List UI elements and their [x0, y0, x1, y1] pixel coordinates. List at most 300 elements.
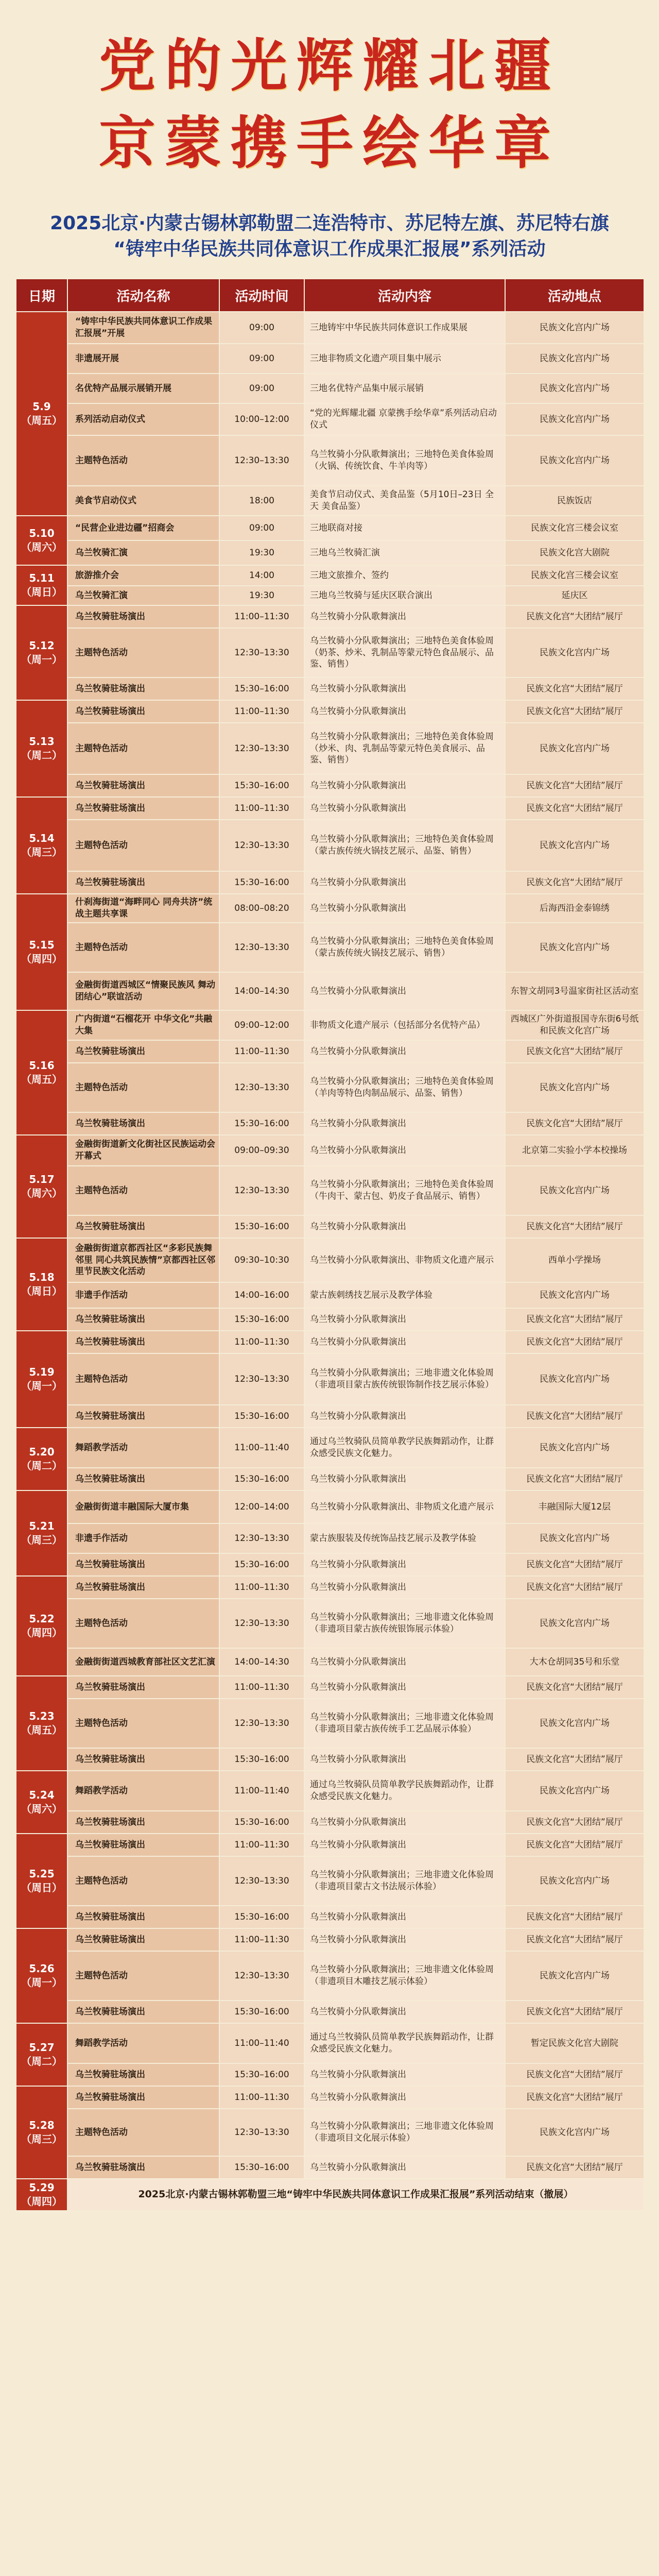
table-row [16, 516, 644, 540]
activity-name: 主题特色活动 [67, 820, 219, 871]
activity-location: 民族文化宫内广场 [505, 1166, 644, 1215]
activity-location: 民族文化宫“大团结”展厅 [505, 1834, 644, 1856]
activity-time: 12:30–13:30 [219, 1523, 304, 1553]
activity-location: 民族文化宫内广场 [505, 628, 644, 677]
date-cell [16, 700, 67, 797]
date-label: 5.27 [29, 2041, 55, 2054]
table-row [16, 1906, 644, 1928]
activity-location: 民族文化宫“大团结”展厅 [505, 1676, 644, 1699]
activity-time: 09:00 [219, 344, 304, 374]
table-row [16, 1238, 644, 1282]
table-row [16, 1166, 644, 1215]
subtitle-line1: 2025北京·内蒙古锡林郭勒盟二连浩特市、苏尼特左旗、苏尼特右旗 [50, 213, 609, 234]
activity-content: 通过乌兰牧骑队员简单教学民族舞蹈动作，让群众感受民族文化魅力。 [304, 2023, 505, 2063]
weekday-label: （周一） [21, 1976, 62, 1989]
table-header-row [16, 279, 644, 312]
activity-name: 乌兰牧骑驻场演出 [67, 797, 219, 820]
table-row [16, 1112, 644, 1135]
table-row [16, 1699, 644, 1748]
table-row [16, 1468, 644, 1490]
activity-content: 三地乌兰牧骑汇演 [304, 540, 505, 565]
activity-content: 乌兰牧骑小分队歌舞演出 [304, 894, 505, 923]
weekday-label: （周二） [21, 749, 62, 761]
table-row [16, 374, 644, 403]
date-cell [16, 1428, 67, 1490]
column-header: 活动名称 [67, 279, 219, 312]
activity-name: 乌兰牧骑驻场演出 [67, 2086, 219, 2109]
activity-name: 主题特色活动 [67, 1166, 219, 1215]
activity-location: 民族文化宫“大团结”展厅 [505, 1576, 644, 1599]
activity-location: 民族文化宫内广场 [505, 1282, 644, 1308]
date-label: 5.20 [29, 1446, 55, 1458]
activity-location: 民族文化宫内广场 [505, 344, 644, 374]
activity-time: 14:00 [219, 565, 304, 586]
activity-name: 主题特色活动 [67, 723, 219, 774]
activity-name: 主题特色活动 [67, 1063, 219, 1112]
weekday-label: （周六） [21, 1803, 62, 1815]
date-cell [16, 312, 67, 516]
table-row [16, 1135, 644, 1166]
activity-location: 西单小学操场 [505, 1238, 644, 1282]
activity-location: 民族文化宫内广场 [505, 403, 644, 435]
activity-location: 延庆区 [505, 586, 644, 605]
activity-name: 乌兰牧骑汇演 [67, 540, 219, 565]
activity-content: 蒙古族刺绣技艺展示及教学体验 [304, 1282, 505, 1308]
activity-content: 乌兰牧骑小分队歌舞演出 [304, 1040, 505, 1063]
activity-name: 主题特色活动 [67, 628, 219, 677]
activity-content: 乌兰牧骑小分队歌舞演出 [304, 972, 505, 1010]
table-row [16, 1063, 644, 1112]
table-row [16, 820, 644, 871]
activity-name: 金融街街道西城区“情聚民族风 舞动团结心”联谊活动 [67, 972, 219, 1010]
date-cell [16, 565, 67, 605]
activity-location: 民族文化宫内广场 [505, 435, 644, 486]
table-row [16, 1428, 644, 1468]
activity-content: 乌兰牧骑小分队歌舞演出 [304, 1811, 505, 1834]
activity-name: 舞蹈教学活动 [67, 2023, 219, 2063]
activity-name: 乌兰牧骑驻场演出 [67, 677, 219, 700]
table-row [16, 565, 644, 586]
activity-location: 丰融国际大厦12层 [505, 1490, 644, 1523]
activity-time: 09:00–12:00 [219, 1010, 304, 1040]
activity-name: 非遗展开展 [67, 344, 219, 374]
activity-name: 金融街街道京都西社区“多彩民族舞邻里 同心共筑民族情”京都西社区邻里节民族文化活动 [67, 1238, 219, 1282]
table-row [16, 403, 644, 435]
activity-location: 民族文化宫“大团结”展厅 [505, 605, 644, 628]
main-title-line1: 党的光辉耀北疆 [99, 32, 560, 99]
activity-location: 民族文化宫内广场 [505, 820, 644, 871]
activity-location: 民族文化宫内广场 [505, 1428, 644, 1468]
weekday-label: （周六） [21, 541, 62, 553]
activity-content: “党的光辉耀北疆 京蒙携手绘华章”系列活动启动仪式 [304, 403, 505, 435]
activity-location: 民族文化宫内广场 [505, 374, 644, 403]
activity-name: 乌兰牧骑驻场演出 [67, 1834, 219, 1856]
activity-name: 舞蹈教学活动 [67, 1771, 219, 1811]
activity-time: 15:30–16:00 [219, 1405, 304, 1428]
column-header: 日期 [16, 279, 67, 312]
table-row [16, 1928, 644, 1951]
activity-name: 乌兰牧骑驻场演出 [67, 1676, 219, 1699]
activity-name: 主题特色活动 [67, 923, 219, 972]
activity-time: 12:30–13:30 [219, 820, 304, 871]
table-row [16, 2179, 644, 2211]
schedule-body [16, 312, 644, 2211]
activity-content: 通过乌兰牧骑队员简单教学民族舞蹈动作，让群众感受民族文化魅力。 [304, 1771, 505, 1811]
activity-location: 民族文化宫“大团结”展厅 [505, 1811, 644, 1834]
table-row [16, 1405, 644, 1428]
activity-content: 乌兰牧骑小分队歌舞演出 [304, 1405, 505, 1428]
activity-content: 乌兰牧骑小分队歌舞演出 [304, 2156, 505, 2179]
activity-time: 12:30–13:30 [219, 1353, 304, 1405]
date-label: 5.12 [29, 639, 55, 652]
activity-name: 乌兰牧骑驻场演出 [67, 1906, 219, 1928]
activity-name: 主题特色活动 [67, 435, 219, 486]
activity-name: “铸牢中华民族共同体意识工作成果汇报展”开展 [67, 312, 219, 344]
activity-time: 12:30–13:30 [219, 1699, 304, 1748]
table-row [16, 2156, 644, 2179]
table-row [16, 1834, 644, 1856]
date-label: 5.14 [29, 832, 55, 844]
activity-location: 民族文化宫“大团结”展厅 [505, 1468, 644, 1490]
activity-location: 民族文化宫内广场 [505, 923, 644, 972]
activity-location: 民族文化宫大剧院 [505, 540, 644, 565]
table-row [16, 1771, 644, 1811]
table-row [16, 1353, 644, 1405]
activity-location: 东智文胡同3号温家街社区活动室 [505, 972, 644, 1010]
table-row [16, 1523, 644, 1553]
activity-time: 12:30–13:30 [219, 1166, 304, 1215]
activity-content: 三地名优特产品集中展示展销 [304, 374, 505, 403]
activity-content: 乌兰牧骑小分队歌舞演出；三地非遗文化体验周（非遗项目文化展示体验） [304, 2109, 505, 2156]
activity-location: 民族文化宫“大团结”展厅 [505, 1748, 644, 1771]
activity-content: 三地乌兰牧骑与延庆区联合演出 [304, 586, 505, 605]
activity-content: 乌兰牧骑小分队歌舞演出 [304, 1135, 505, 1166]
activity-time: 12:30–13:30 [219, 1856, 304, 1906]
activity-location: 民族文化宫“大团结”展厅 [505, 774, 644, 797]
activity-content: 乌兰牧骑小分队歌舞演出 [304, 1648, 505, 1676]
date-label: 5.28 [29, 2119, 55, 2131]
activity-name: 非遗手作活动 [67, 1282, 219, 1308]
activity-time: 12:30–13:30 [219, 2109, 304, 2156]
date-label: 5.22 [29, 1613, 55, 1625]
activity-location: 暂定民族文化宫大剧院 [505, 2023, 644, 2063]
activity-content: 乌兰牧骑小分队歌舞演出 [304, 677, 505, 700]
activity-name: 主题特色活动 [67, 2109, 219, 2156]
activity-content: 乌兰牧骑小分队歌舞演出；三地特色美食体验周（炒米、肉、乳制品等蒙元特色美食展示、品鉴、销售） [304, 723, 505, 774]
activity-name: 乌兰牧骑驻场演出 [67, 1468, 219, 1490]
date-cell [16, 1676, 67, 1771]
weekday-label: （周二） [21, 1460, 62, 1472]
activity-content: 美食节启动仪式、美食品鉴（5月10日–23日 全天 美食品鉴） [304, 486, 505, 516]
date-label: 5.23 [29, 1710, 55, 1722]
table-row [16, 2001, 644, 2023]
activity-location: 民族文化宫“大团结”展厅 [505, 1112, 644, 1135]
activity-content: 乌兰牧骑小分队歌舞演出 [304, 774, 505, 797]
weekday-label: （周三） [21, 1534, 62, 1546]
date-cell [16, 1490, 67, 1576]
activity-name: 主题特色活动 [67, 1856, 219, 1906]
activity-name: 名优特产品展示展销开展 [67, 374, 219, 403]
activity-location: 民族文化宫“大团结”展厅 [505, 2001, 644, 2023]
activity-time: 12:30–13:30 [219, 1951, 304, 2001]
activity-time: 11:00–11:40 [219, 1428, 304, 1468]
activity-time: 11:00–11:40 [219, 1771, 304, 1811]
activity-location: 民族文化宫“大团结”展厅 [505, 1906, 644, 1928]
activity-time: 15:30–16:00 [219, 1468, 304, 1490]
activity-location: 民族文化宫内广场 [505, 1699, 644, 1748]
activity-content: 乌兰牧骑小分队歌舞演出 [304, 1834, 505, 1856]
activity-content: 乌兰牧骑小分队歌舞演出 [304, 700, 505, 723]
activity-time: 08:00–08:20 [219, 894, 304, 923]
date-label: 5.15 [29, 939, 55, 951]
table-row [16, 1282, 644, 1308]
date-label: 5.19 [29, 1366, 55, 1378]
table-row [16, 312, 644, 344]
activity-content: 乌兰牧骑小分队歌舞演出 [304, 605, 505, 628]
date-label: 5.26 [29, 1962, 55, 1975]
activity-time: 12:30–13:30 [219, 923, 304, 972]
activity-name: 乌兰牧骑驻场演出 [67, 1331, 219, 1353]
date-label: 5.10 [29, 527, 55, 539]
table-row [16, 2023, 644, 2063]
activity-content: 乌兰牧骑小分队歌舞演出 [304, 1308, 505, 1331]
table-row [16, 2109, 644, 2156]
date-label: 5.24 [29, 1789, 55, 1801]
weekday-label: （周四） [21, 2195, 62, 2208]
activity-content: 乌兰牧骑小分队歌舞演出；三地特色美食体验周（蒙古族传统火锅技艺展示、销售） [304, 923, 505, 972]
table-row [16, 1331, 644, 1353]
activity-location: 民族文化宫内广场 [505, 1523, 644, 1553]
activity-content: 非物质文化遗产展示（包括部分名优特产品） [304, 1010, 505, 1040]
date-label: 5.9 [32, 400, 51, 413]
table-row [16, 1308, 644, 1331]
activity-name: 乌兰牧骑驻场演出 [67, 2001, 219, 2023]
activity-content: 乌兰牧骑小分队歌舞演出 [304, 797, 505, 820]
activity-content: 乌兰牧骑小分队歌舞演出；三地特色美食体验周（羊肉等特色肉制品展示、品鉴、销售） [304, 1063, 505, 1112]
weekday-label: （周三） [21, 846, 62, 858]
activity-content: 乌兰牧骑小分队歌舞演出 [304, 1468, 505, 1490]
activity-name: 乌兰牧骑驻场演出 [67, 1748, 219, 1771]
activity-content: 乌兰牧骑小分队歌舞演出；三地非遗文化体验周（非遗项目蒙古族传统银饰展示体验） [304, 1599, 505, 1648]
activity-name: 乌兰牧骑驻场演出 [67, 1405, 219, 1428]
activity-content: 乌兰牧骑小分队歌舞演出；三地非遗文化体验周（非遗项目木雕技艺展示体验） [304, 1951, 505, 2001]
activity-time: 15:30–16:00 [219, 871, 304, 894]
table-row [16, 774, 644, 797]
activity-time: 11:00–11:30 [219, 700, 304, 723]
activity-name: 主题特色活动 [67, 1599, 219, 1648]
activity-time: 11:00–11:30 [219, 605, 304, 628]
weekday-label: （周二） [21, 2055, 62, 2067]
activity-name: 乌兰牧骑驻场演出 [67, 2156, 219, 2179]
date-cell [16, 2023, 67, 2086]
activity-time: 14:00–14:30 [219, 1648, 304, 1676]
activity-location: 民族文化宫“大团结”展厅 [505, 871, 644, 894]
activity-time: 15:30–16:00 [219, 1112, 304, 1135]
activity-content: 乌兰牧骑小分队歌舞演出；三地非遗文化体验周（非遗项目蒙古族传统手工艺品展示体验） [304, 1699, 505, 1748]
activity-content: 乌兰牧骑小分队歌舞演出 [304, 1331, 505, 1353]
table-row [16, 723, 644, 774]
date-cell [16, 1771, 67, 1834]
activity-name: 乌兰牧骑驻场演出 [67, 605, 219, 628]
activity-time: 12:30–13:30 [219, 1063, 304, 1112]
activity-location: 民族文化宫“大团结”展厅 [505, 2156, 644, 2179]
activity-location: 民族文化宫内广场 [505, 1771, 644, 1811]
activity-time: 10:00–12:00 [219, 403, 304, 435]
activity-name: 乌兰牧骑驻场演出 [67, 1811, 219, 1834]
activity-content: 乌兰牧骑小分队歌舞演出；三地特色美食体验周（牛肉干、蒙古包、奶皮子食品展示、销售） [304, 1166, 505, 1215]
table-row [16, 972, 644, 1010]
date-label: 5.18 [29, 1271, 55, 1283]
activity-content: 三地铸牢中华民族共同体意识工作成果展 [304, 312, 505, 344]
activity-time: 09:00 [219, 374, 304, 403]
activity-name: 舞蹈教学活动 [67, 1428, 219, 1468]
activity-time: 12:30–13:30 [219, 435, 304, 486]
activity-location: 民族文化宫内广场 [505, 723, 644, 774]
date-cell [16, 894, 67, 1010]
activity-time: 15:30–16:00 [219, 774, 304, 797]
activity-name: 乌兰牧骑汇演 [67, 586, 219, 605]
activity-name: 主题特色活动 [67, 1951, 219, 2001]
weekday-label: （周四） [21, 1626, 62, 1639]
activity-location: 民族文化宫“大团结”展厅 [505, 2086, 644, 2109]
activity-time: 15:30–16:00 [219, 1553, 304, 1576]
weekday-label: （周一） [21, 1380, 62, 1392]
weekday-label: （周四） [21, 953, 62, 965]
activity-content: 乌兰牧骑小分队歌舞演出、非物质文化遗产展示 [304, 1490, 505, 1523]
column-header: 活动内容 [304, 279, 505, 312]
table-row [16, 586, 644, 605]
activity-name: 乌兰牧骑驻场演出 [67, 774, 219, 797]
activity-time: 15:30–16:00 [219, 2063, 304, 2086]
activity-content: 乌兰牧骑小分队歌舞演出 [304, 1215, 505, 1238]
activity-location: 西城区广外街道报国寺东街6号纸和民族文化宫广场 [505, 1010, 644, 1040]
activity-location: 民族饭店 [505, 486, 644, 516]
activity-location: 民族文化宫“大团结”展厅 [505, 700, 644, 723]
activity-content: 三地联商对接 [304, 516, 505, 540]
activity-location: 民族文化宫内广场 [505, 1951, 644, 2001]
activity-name: 乌兰牧骑驻场演出 [67, 871, 219, 894]
weekday-label: （周六） [21, 1187, 62, 1199]
activity-location: 民族文化宫“大团结”展厅 [505, 1928, 644, 1951]
activity-location: 民族文化宫内广场 [505, 1353, 644, 1405]
activity-time: 15:30–16:00 [219, 2001, 304, 2023]
activity-name: 乌兰牧骑驻场演出 [67, 700, 219, 723]
activity-name: 乌兰牧骑驻场演出 [67, 1215, 219, 1238]
schedule-table [15, 278, 645, 2211]
activity-name: 乌兰牧骑驻场演出 [67, 1112, 219, 1135]
weekday-label: （周日） [21, 1285, 62, 1297]
activity-location: 民族文化宫“大团结”展厅 [505, 1215, 644, 1238]
weekday-label: （周一） [21, 653, 62, 666]
activity-content: 蒙古族服装及传统饰品技艺展示及教学体验 [304, 1523, 505, 1553]
activity-location: 民族文化宫三楼会议室 [505, 565, 644, 586]
activity-location: 民族文化宫“大团结”展厅 [505, 1040, 644, 1063]
table-row [16, 2063, 644, 2086]
activity-time: 11:00–11:30 [219, 797, 304, 820]
activity-content: 三地文旅推介、签约 [304, 565, 505, 586]
date-label: 5.29 [29, 2181, 55, 2194]
date-cell [16, 1135, 67, 1238]
activity-content: 乌兰牧骑小分队歌舞演出 [304, 1553, 505, 1576]
activity-name: 系列活动启动仪式 [67, 403, 219, 435]
activity-content: 乌兰牧骑小分队歌舞演出 [304, 871, 505, 894]
activity-time: 12:30–13:30 [219, 628, 304, 677]
date-cell [16, 1331, 67, 1428]
activity-name: 乌兰牧骑驻场演出 [67, 2063, 219, 2086]
activity-time: 11:00–11:40 [219, 2023, 304, 2063]
activity-location: 民族文化宫三楼会议室 [505, 516, 644, 540]
date-cell [16, 1928, 67, 2023]
activity-location: 民族文化宫“大团结”展厅 [505, 677, 644, 700]
date-label: 5.13 [29, 735, 55, 748]
table-row [16, 1215, 644, 1238]
date-cell [16, 605, 67, 700]
table-row [16, 797, 644, 820]
activity-time: 15:30–16:00 [219, 1748, 304, 1771]
activity-name: 乌兰牧骑驻场演出 [67, 1040, 219, 1063]
date-label: 5.17 [29, 1173, 55, 1185]
activity-location: 民族文化宫“大团结”展厅 [505, 2063, 644, 2086]
activity-name: “民营企业进边疆”招商会 [67, 516, 219, 540]
table-row [16, 1010, 644, 1040]
activity-name: 乌兰牧骑驻场演出 [67, 1553, 219, 1576]
table-row [16, 894, 644, 923]
closing-notice: 2025北京·内蒙古锡林郭勒盟三地“铸牢中华民族共同体意识工作成果汇报展”系列活动结束（撤展） [67, 2179, 644, 2211]
activity-time: 18:00 [219, 486, 304, 516]
table-row [16, 605, 644, 628]
date-cell [16, 1010, 67, 1135]
activity-time: 11:00–11:30 [219, 2086, 304, 2109]
activity-name: 主题特色活动 [67, 1353, 219, 1405]
activity-name: 广内街道“石榴花开 中华文化”共融大集 [67, 1010, 219, 1040]
activity-time: 11:00–11:30 [219, 1928, 304, 1951]
date-cell [16, 1834, 67, 1928]
activity-name: 非遗手作活动 [67, 1523, 219, 1553]
activity-time: 14:00–14:30 [219, 972, 304, 1010]
activity-location: 民族文化宫内广场 [505, 1599, 644, 1648]
table-row [16, 1553, 644, 1576]
date-cell [16, 797, 67, 894]
activity-content: 乌兰牧骑小分队歌舞演出；三地非遗文化体验周（非遗项目蒙古文书法展示体验） [304, 1856, 505, 1906]
table-row [16, 1951, 644, 2001]
activity-time: 11:00–11:30 [219, 1576, 304, 1599]
activity-time: 15:30–16:00 [219, 1215, 304, 1238]
date-cell [16, 1238, 67, 1331]
table-row [16, 1748, 644, 1771]
activity-name: 金融街街道西城教育部社区文艺汇演 [67, 1648, 219, 1676]
main-title-line2: 京蒙携手绘华章 [99, 110, 560, 176]
activity-time: 14:00–16:00 [219, 1282, 304, 1308]
activity-name: 金融街街道新文化街社区民族运动会开幕式 [67, 1135, 219, 1166]
activity-content: 乌兰牧骑小分队歌舞演出 [304, 2001, 505, 2023]
table-row [16, 1856, 644, 1906]
activity-name: 乌兰牧骑驻场演出 [67, 1308, 219, 1331]
activity-time: 11:00–11:30 [219, 1040, 304, 1063]
activity-location: 民族文化宫“大团结”展厅 [505, 1553, 644, 1576]
activity-location: 北京第二实验小学本校操场 [505, 1135, 644, 1166]
table-row [16, 435, 644, 486]
activity-content: 乌兰牧骑小分队歌舞演出 [304, 1676, 505, 1699]
table-row [16, 486, 644, 516]
table-row [16, 2086, 644, 2109]
activity-time: 09:30–10:30 [219, 1238, 304, 1282]
activity-location: 民族文化宫“大团结”展厅 [505, 1405, 644, 1428]
table-row [16, 1576, 644, 1599]
activity-location: 民族文化宫“大团结”展厅 [505, 1331, 644, 1353]
activity-time: 11:00–11:30 [219, 1331, 304, 1353]
weekday-label: （周五） [21, 414, 62, 427]
date-cell [16, 2179, 67, 2211]
